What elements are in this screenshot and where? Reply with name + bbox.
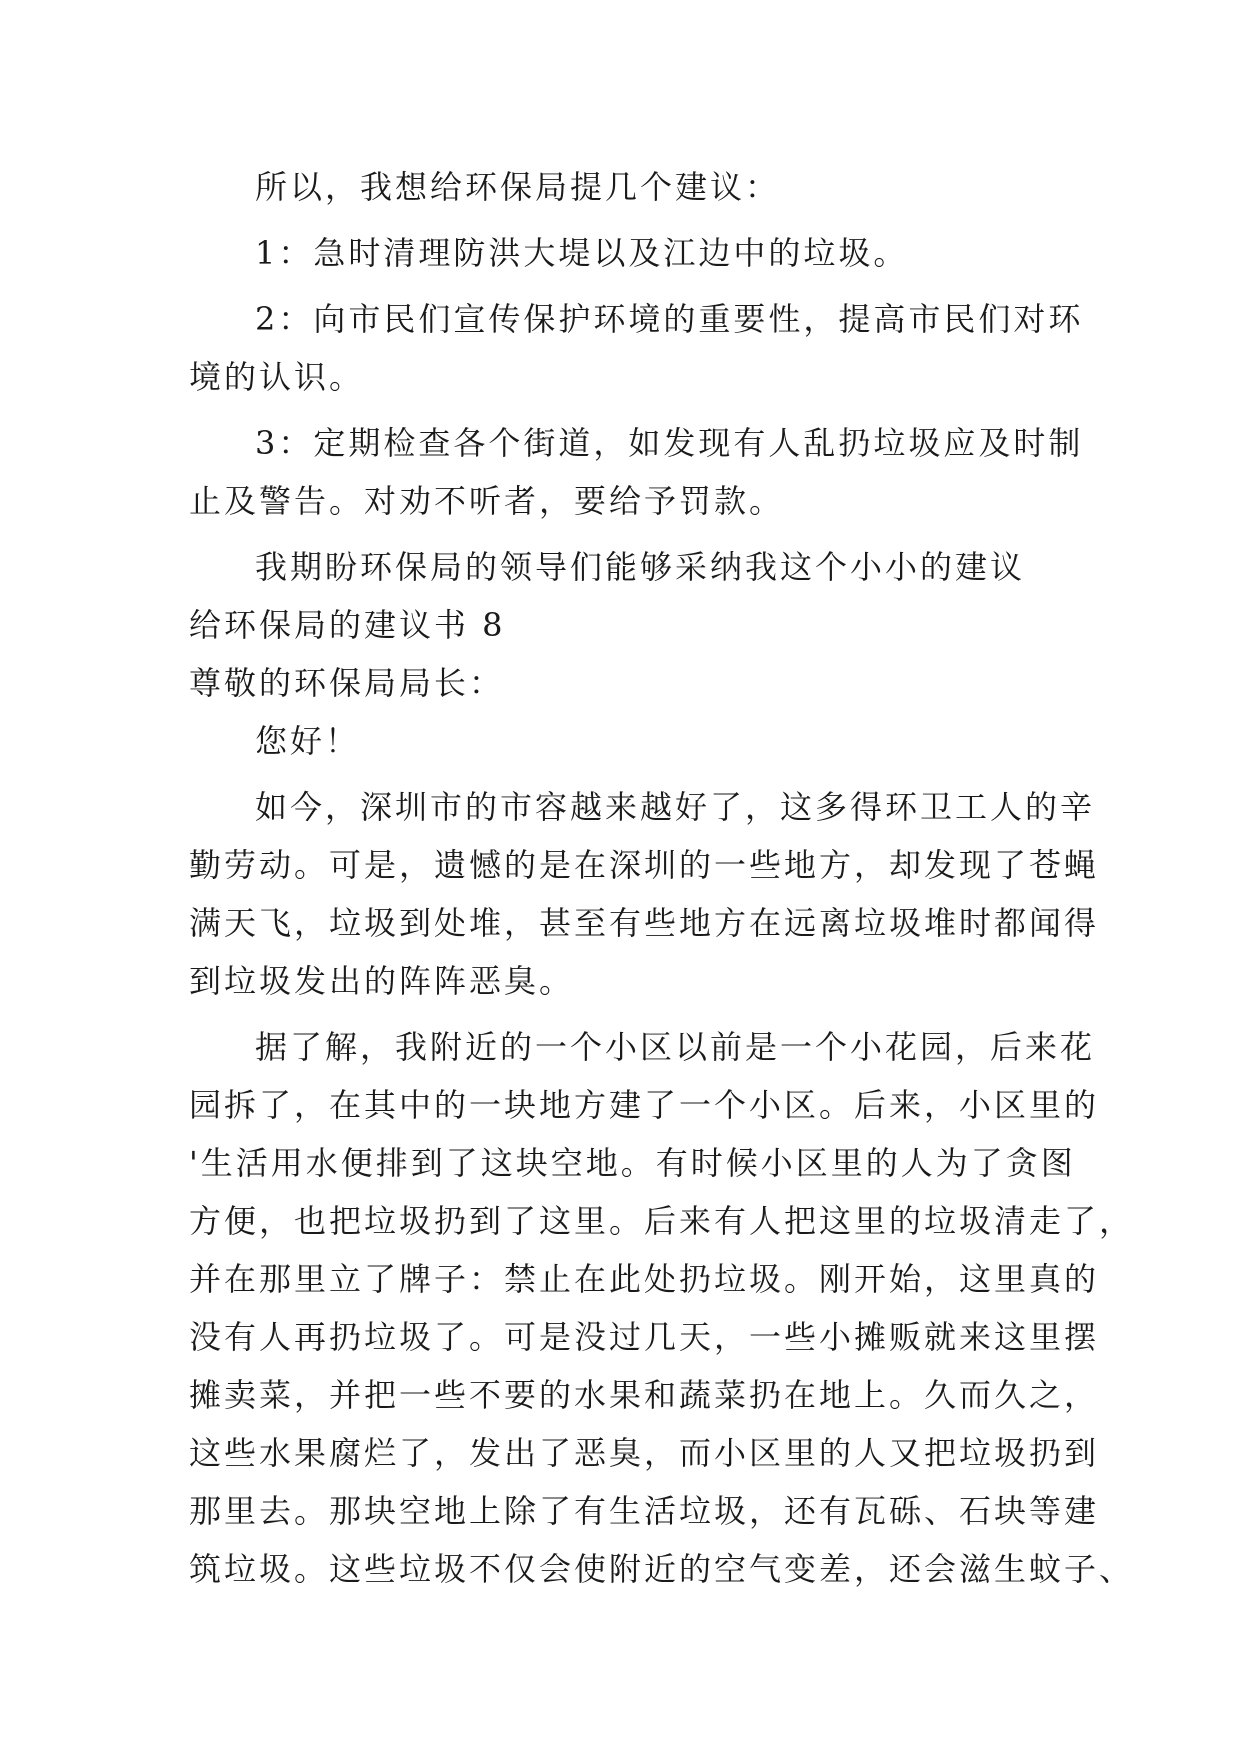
greeting: 您好！	[255, 722, 361, 760]
paragraph-story-line-9: 那里去。那块空地上除了有生活垃圾，还有瓦砾、石块等建	[189, 1492, 1100, 1530]
paragraph-story-line-8: 这些水果腐烂了，发出了恶臭，而小区里的人又把垃圾扔到	[189, 1434, 1100, 1472]
paragraph-story-line-6: 没有人再扔垃圾了。可是没过几天，一些小摊贩就来这里摆	[189, 1318, 1100, 1356]
paragraph-city-line-4: 到垃圾发出的阵阵恶臭。	[189, 962, 575, 1000]
document-body	[189, 158, 1135, 1598]
paragraph-story-line-4: 方便，也把垃圾扔到了这里。后来有人把这里的垃圾清走了，	[189, 1202, 1135, 1240]
paragraph-story-line-5: 并在那里立了牌子：禁止在此处扔垃圾。刚开始，这里真的	[189, 1260, 1100, 1298]
paragraph-story-line-10: 筑垃圾。这些垃圾不仅会使附近的空气变差，还会滋生蚊子、	[189, 1550, 1135, 1588]
suggestion-3-line-2: 止及警告。对劝不听者，要给予罚款。	[189, 482, 785, 520]
suggestion-3-line-1: 3：定期检查各个街道，如发现有人乱扔垃圾应及时制	[255, 424, 1084, 462]
paragraph-suggestions-intro: 所以，我想给环保局提几个建议：	[255, 168, 781, 206]
suggestion-1: 1：急时清理防洪大堤以及江边中的垃圾。	[255, 234, 909, 272]
suggestion-2-line-1: 2：向市民们宣传保护环境的重要性，提高市民们对环	[255, 300, 1084, 338]
salutation: 尊敬的环保局局长：	[189, 664, 505, 702]
paragraph-city-line-2: 勤劳动。可是，遗憾的是在深圳的一些地方，却发现了苍蝇	[189, 846, 1100, 884]
paragraph-story-line-7: 摊卖菜，并把一些不要的水果和蔬菜扔在地上。久而久之，	[189, 1376, 1100, 1414]
section-heading: 给环保局的建议书 8	[189, 606, 506, 644]
paragraph-city-line-1: 如今，深圳市的市容越来越好了，这多得环卫工人的辛	[255, 788, 1096, 826]
paragraph-city-line-3: 满天飞，垃圾到处堆，甚至有些地方在远离垃圾堆时都闻得	[189, 904, 1100, 942]
paragraph-story-line-3: '生活用水便排到了这块空地。有时候小区里的人为了贪图	[189, 1144, 1076, 1182]
suggestion-2-line-2: 境的认识。	[189, 358, 365, 396]
paragraph-story-line-1: 据了解，我附近的一个小区以前是一个小花园，后来花	[255, 1028, 1096, 1066]
paragraph-story-line-2: 园拆了，在其中的一块地方建了一个小区。后来，小区里的	[189, 1086, 1100, 1124]
closing-hope: 我期盼环保局的领导们能够采纳我这个小小的建议	[255, 548, 1026, 586]
